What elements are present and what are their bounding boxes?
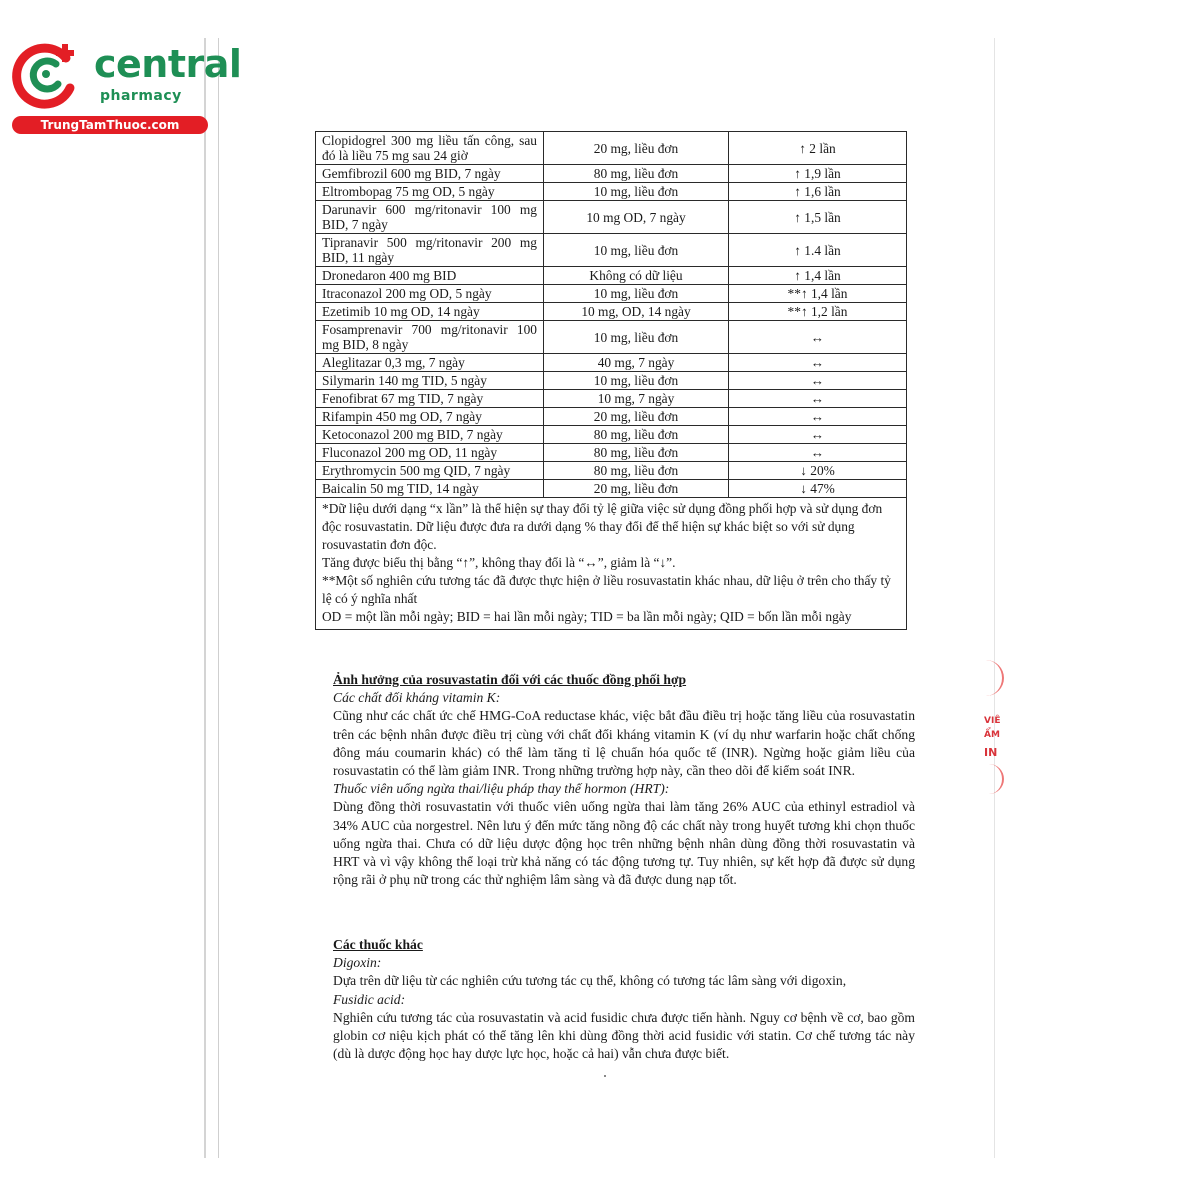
logo-subtitle: pharmacy xyxy=(100,88,182,104)
table-row xyxy=(316,426,907,444)
page-edge-right xyxy=(994,38,995,1158)
logo-website: TrungTamThuoc.com xyxy=(12,116,208,134)
red-stamp-fragment xyxy=(972,660,1008,800)
section-other-drugs xyxy=(333,936,915,1063)
page-edge-left xyxy=(204,38,206,1158)
drug-cell: Fosamprenavir 700 mg/ritonavir 100 mg BID, 8 ngày xyxy=(316,321,544,354)
rosuvastatin-dose-cell: 10 mg, liều đơn xyxy=(544,183,729,201)
auc-change-cell: ↔ xyxy=(729,321,907,354)
table-row xyxy=(316,234,907,267)
rosuvastatin-dose-cell: 80 mg, liều đơn xyxy=(544,165,729,183)
subheading-contraceptive-hrt: Thuốc viên uống ngừa thai/liệu pháp thay thế hormon (HRT): xyxy=(333,781,670,797)
rosuvastatin-dose-cell: 10 mg OD, 7 ngày xyxy=(544,201,729,234)
rosuvastatin-dose-cell: 20 mg, liều đơn xyxy=(544,132,729,165)
paragraph-digoxin: Dựa trên dữ liệu từ các nghiên cứu tương tác cụ thể, không có tương tác lâm sàng với digoxin, xyxy=(333,973,847,989)
table-row xyxy=(316,444,907,462)
stamp-arc xyxy=(980,764,1004,794)
drug-cell: Rifampin 450 mg OD, 7 ngày xyxy=(316,408,544,426)
auc-change-cell: ↓ 47% xyxy=(729,480,907,498)
note-line: Tăng được biểu thị bằng “↑”, không thay đổi là “↔”, giảm là “↓”. xyxy=(322,555,676,570)
drug-cell: Ezetimib 10 mg OD, 14 ngày xyxy=(316,303,544,321)
auc-change-cell: ↓ 20% xyxy=(729,462,907,480)
note-line: OD = một lần mỗi ngày; BID = hai lần mỗi ngày; TID = ba lần mỗi ngày; QID = bốn lần mỗi ngày xyxy=(322,609,852,624)
paragraph-fusidic-acid: Nghiên cứu tương tác của rosuvastatin và acid fusidic chưa được tiến hành. Nguy cơ bệnh về cơ, bao gồm globin cơ niệu kịch phát có thể tăng lên khi dùng đồng thời acid fusidic với statin. Cơ chế tương tác này (dù là dược động học hay dược lực học, hoặc cả hai) vẫn chưa được biết. xyxy=(333,1009,915,1062)
drug-cell: Dronedaron 400 mg BID xyxy=(316,267,544,285)
drug-cell: Silymarin 140 mg TID, 5 ngày xyxy=(316,372,544,390)
table-row xyxy=(316,408,907,426)
central-pharmacy-logo[interactable] xyxy=(10,36,242,136)
table-row xyxy=(316,132,907,165)
table-row xyxy=(316,372,907,390)
drug-cell: Darunavir 600 mg/ritonavir 100 mg BID, 7 ngày xyxy=(316,201,544,234)
subheading-fusidic-acid: Fusidic acid: xyxy=(333,991,406,1007)
rosuvastatin-dose-cell: 10 mg, OD, 14 ngày xyxy=(544,303,729,321)
stamp-text: IN xyxy=(984,746,998,759)
subheading-vitamin-k: Các chất đối kháng vitamin K: xyxy=(333,690,501,706)
subheading-digoxin: Digoxin: xyxy=(333,955,382,971)
auc-change-cell: ↔ xyxy=(729,390,907,408)
drug-cell: Aleglitazar 0,3 mg, 7 ngày xyxy=(316,354,544,372)
auc-change-cell: ↔ xyxy=(729,426,907,444)
stamp-arc xyxy=(980,660,1004,696)
rosuvastatin-dose-cell: 10 mg, liều đơn xyxy=(544,321,729,354)
rosuvastatin-dose-cell: Không có dữ liệu xyxy=(544,267,729,285)
auc-change-cell: ↑ 1,6 lần xyxy=(729,183,907,201)
paragraph-vitamin-k: Cũng như các chất ức chế HMG-CoA reductase khác, việc bắt đầu điều trị hoặc tăng liều của rosuvastatin trên các bệnh nhân được điều trị cùng với chất đối kháng vitamin K (ví dụ như warfarin hoặc chất chống đông máu coumarin khác) có thể làm tăng tỉ lệ chuẩn hóa quốc tế (INR). Ngừng hoặc giảm liều của rosuvastatin có thể làm giảm INR. Trong những trường hợp này, cần theo dõi để kiểm soát INR. xyxy=(333,708,915,779)
drug-cell: Clopidogrel 300 mg liều tấn công, sau đó là liều 75 mg sau 24 giờ xyxy=(316,132,544,165)
table-row xyxy=(316,321,907,354)
table-row xyxy=(316,183,907,201)
table-row xyxy=(316,201,907,234)
drug-cell: Fluconazol 200 mg OD, 11 ngày xyxy=(316,444,544,462)
auc-change-cell: ↑ 1.4 lần xyxy=(729,234,907,267)
drug-cell: Baicalin 50 mg TID, 14 ngày xyxy=(316,480,544,498)
table-notes xyxy=(316,498,907,630)
stamp-text: ẨM xyxy=(984,730,1000,740)
drug-cell: Fenofibrat 67 mg TID, 7 ngày xyxy=(316,390,544,408)
section-heading: Các thuốc khác xyxy=(333,937,423,952)
auc-change-cell: **↑ 1,2 lần xyxy=(729,303,907,321)
interaction-table xyxy=(315,131,907,630)
rosuvastatin-dose-cell: 80 mg, liều đơn xyxy=(544,462,729,480)
scan-speck xyxy=(604,1075,606,1077)
table-row xyxy=(316,285,907,303)
rosuvastatin-dose-cell: 10 mg, liều đơn xyxy=(544,285,729,303)
table-row xyxy=(316,462,907,480)
note-line: *Dữ liệu dưới dạng “x lần” là thể hiện sự thay đổi tỷ lệ giữa việc sử dụng đồng phối hợp và sử dụng đơn độc rosuvastatin. Dữ liệu được đưa ra dưới dạng % thay đổi để thể hiện sự khác biệt so với sử dụng rosuvastatin đơn độc. xyxy=(322,501,883,552)
rosuvastatin-dose-cell: 10 mg, 7 ngày xyxy=(544,390,729,408)
table-row xyxy=(316,165,907,183)
table-row xyxy=(316,354,907,372)
section-effects-on-coadministered-drugs xyxy=(333,671,915,889)
auc-change-cell: ↑ 1,9 lần xyxy=(729,165,907,183)
rosuvastatin-dose-cell: 20 mg, liều đơn xyxy=(544,408,729,426)
rosuvastatin-dose-cell: 80 mg, liều đơn xyxy=(544,444,729,462)
drug-cell: Eltrombopag 75 mg OD, 5 ngày xyxy=(316,183,544,201)
table-row xyxy=(316,267,907,285)
paragraph-contraceptive-hrt: Dùng đồng thời rosuvastatin với thuốc viên uống ngừa thai làm tăng 26% AUC của ethinyl estradiol và 34% AUC của norgestrel. Nên lưu ý đến mức tăng nồng độ các chất này trong huyết tương khi chọn thuốc uống ngừa thai. Chưa có dữ liệu dược động học trên những bệnh nhân dùng đồng thời rosuvastatin và HRT và vì vậy không thể loại trừ khả năng có tác động tương tự. Tuy nhiên, sự kết hợp đã được sử dụng rộng rãi ở phụ nữ trong các thử nghiệm lâm sàng và đã được dung nạp tốt. xyxy=(333,799,915,888)
auc-change-cell: ↑ 1,4 lần xyxy=(729,267,907,285)
auc-change-cell: ↔ xyxy=(729,408,907,426)
table-row xyxy=(316,480,907,498)
rosuvastatin-dose-cell: 20 mg, liều đơn xyxy=(544,480,729,498)
note-line: **Một số nghiên cứu tương tác đã được thực hiện ở liều rosuvastatin khác nhau, dữ liệu ở trên cho thấy tỷ lệ có ý nghĩa nhất xyxy=(322,573,891,606)
auc-change-cell: ↔ xyxy=(729,354,907,372)
table-row xyxy=(316,390,907,408)
pharmacy-cross-logo-icon xyxy=(10,38,82,110)
rosuvastatin-dose-cell: 10 mg, liều đơn xyxy=(544,234,729,267)
rosuvastatin-dose-cell: 10 mg, liều đơn xyxy=(544,372,729,390)
auc-change-cell: ↔ xyxy=(729,372,907,390)
stamp-text: VIÊ xyxy=(984,716,1001,726)
auc-change-cell: ↑ 1,5 lần xyxy=(729,201,907,234)
auc-change-cell: **↑ 1,4 lần xyxy=(729,285,907,303)
drug-cell: Ketoconazol 200 mg BID, 7 ngày xyxy=(316,426,544,444)
drug-cell: Tipranavir 500 mg/ritonavir 200 mg BID, 11 ngày xyxy=(316,234,544,267)
drug-cell: Erythromycin 500 mg QID, 7 ngày xyxy=(316,462,544,480)
drug-cell: Gemfibrozil 600 mg BID, 7 ngày xyxy=(316,165,544,183)
rosuvastatin-dose-cell: 80 mg, liều đơn xyxy=(544,426,729,444)
logo-brand-name: central xyxy=(94,42,242,86)
auc-change-cell: ↔ xyxy=(729,444,907,462)
section-heading: Ảnh hưởng của rosuvastatin đối với các thuốc đồng phối hợp xyxy=(333,672,687,687)
table-row xyxy=(316,303,907,321)
auc-change-cell: ↑ 2 lần xyxy=(729,132,907,165)
drug-cell: Itraconazol 200 mg OD, 5 ngày xyxy=(316,285,544,303)
rosuvastatin-dose-cell: 40 mg, 7 ngày xyxy=(544,354,729,372)
